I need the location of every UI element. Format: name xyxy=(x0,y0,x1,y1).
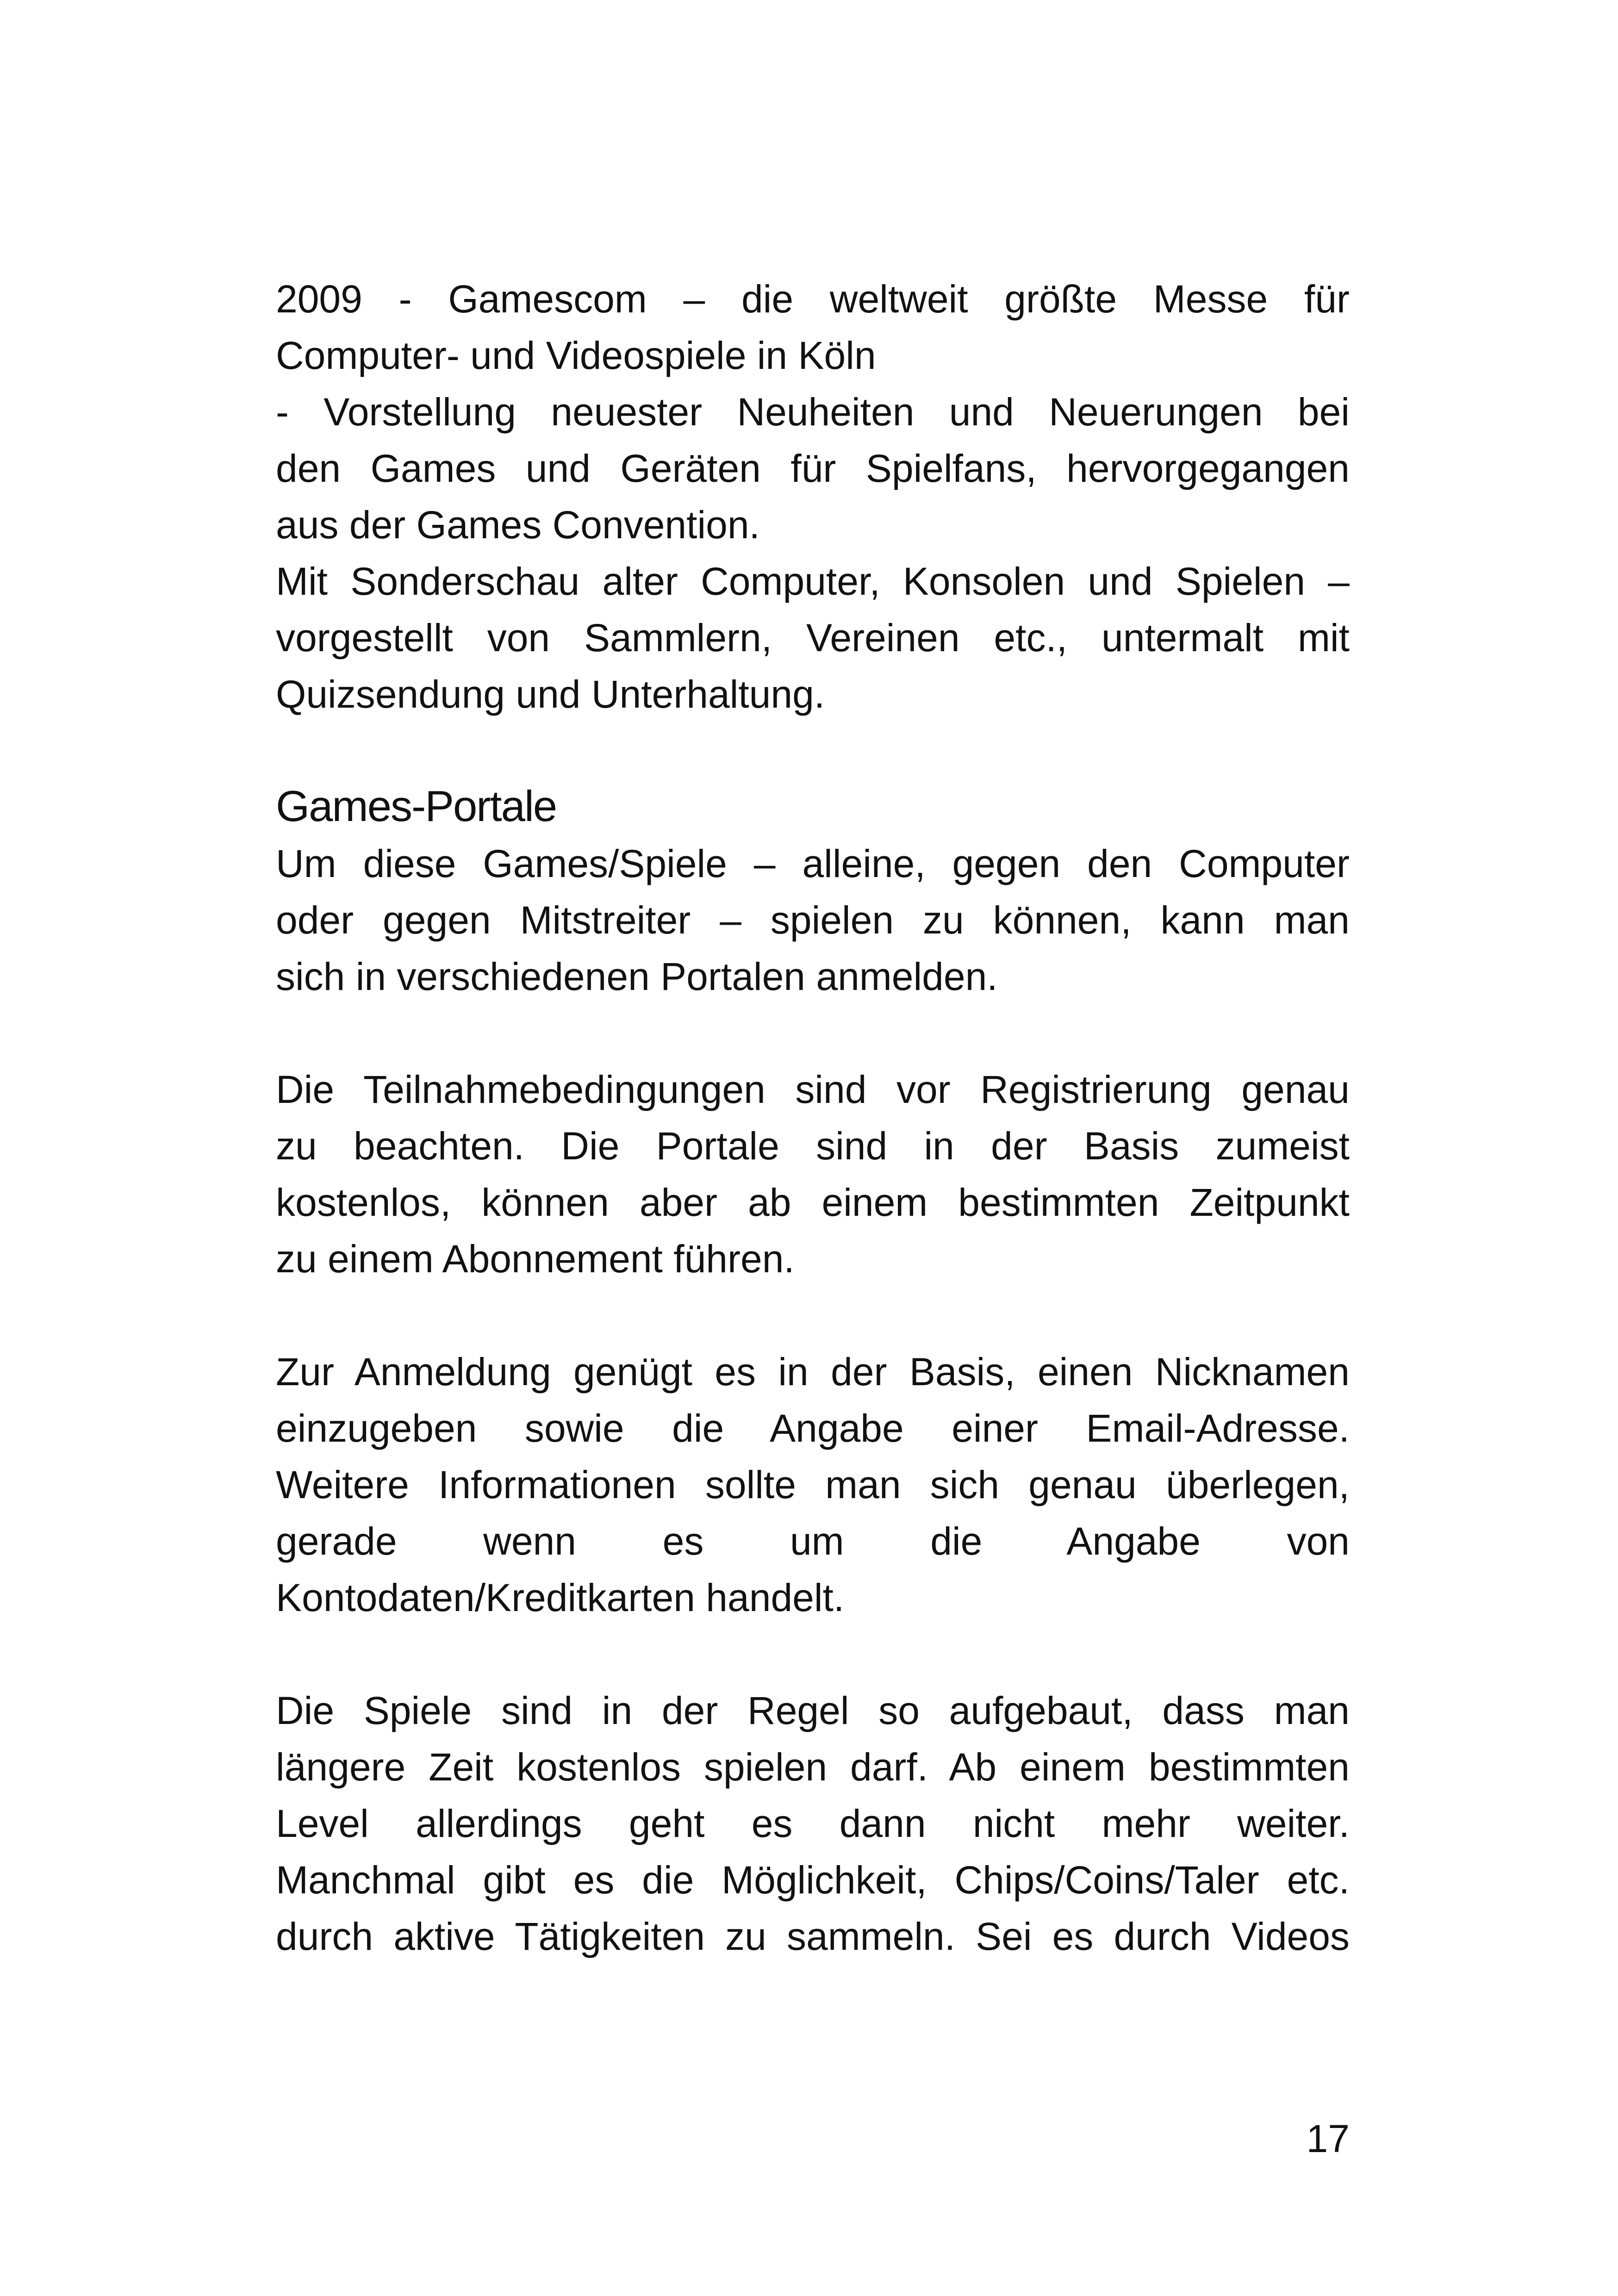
page-number: 17 xyxy=(1306,2117,1350,2160)
page-content xyxy=(276,271,1350,1965)
conditions-paragraph xyxy=(276,1061,1350,1287)
text-line: aus der Games Convention. xyxy=(276,503,760,547)
text-line: 2009 - Gamescom – die weltweit größte Messe für xyxy=(276,277,1350,321)
text-line: einzugeben sowie die Angabe einer Email-Adresse. xyxy=(276,1406,1350,1450)
text-line: Mit Sonderschau alter Computer, Konsolen und Spielen – xyxy=(276,560,1350,603)
text-line: den Games und Geräten für Spielfans, hervorgegangen xyxy=(276,447,1350,490)
paragraph-spacer xyxy=(276,1626,1350,1682)
paragraph-spacer xyxy=(276,1005,1350,1061)
text-line: kostenlos, können aber ab einem bestimmten Zeitpunkt xyxy=(276,1181,1350,1224)
gameplay-paragraph xyxy=(276,1682,1350,1965)
gamescom-paragraph xyxy=(276,271,1350,722)
text-line: oder gegen Mitstreiter – spielen zu können, kann man xyxy=(276,898,1350,942)
section-heading: Games-Portale xyxy=(276,782,557,830)
text-line: Die Teilnahmebedingungen sind vor Registrierung genau xyxy=(276,1068,1350,1111)
text-line: Manchmal gibt es die Möglichkeit, Chips/Coins/Taler etc. xyxy=(276,1858,1350,1902)
text-line: zu einem Abonnement führen. xyxy=(276,1237,795,1281)
registration-paragraph xyxy=(276,1344,1350,1626)
text-line: Quizsendung und Unterhaltung. xyxy=(276,672,825,716)
text-line: Kontodaten/Kreditkarten handelt. xyxy=(276,1576,845,1619)
text-line: sich in verschiedenen Portalen anmelden. xyxy=(276,955,998,998)
text-line: Level allerdings geht es dann nicht mehr weiter. xyxy=(276,1802,1350,1845)
text-line: Um diese Games/Spiele – alleine, gegen den Computer xyxy=(276,842,1350,885)
text-line: Die Spiele sind in der Regel so aufgebaut, dass man xyxy=(276,1689,1350,1732)
text-line: durch aktive Tätigkeiten zu sammeln. Sei es durch Videos xyxy=(276,1915,1350,1958)
paragraph-spacer xyxy=(276,722,1350,779)
text-line: Computer- und Videospiele in Köln xyxy=(276,334,876,377)
text-line: vorgestellt von Sammlern, Vereinen etc., untermalt mit xyxy=(276,616,1350,660)
text-line: Zur Anmeldung genügt es in der Basis, einen Nicknamen xyxy=(276,1350,1350,1394)
text-line: gerade wenn es um die Angabe von xyxy=(276,1519,1350,1563)
paragraph-spacer xyxy=(276,1287,1350,1344)
text-line: Weitere Informationen sollte man sich genau überlegen, xyxy=(276,1463,1350,1506)
text-line: längere Zeit kostenlos spielen darf. Ab einem bestimmten xyxy=(276,1745,1350,1789)
text-line: - Vorstellung neuester Neuheiten und Neuerungen bei xyxy=(276,390,1350,434)
text-line: zu beachten. Die Portale sind in der Basis zumeist xyxy=(276,1124,1350,1168)
portals-intro-paragraph xyxy=(276,835,1350,1005)
